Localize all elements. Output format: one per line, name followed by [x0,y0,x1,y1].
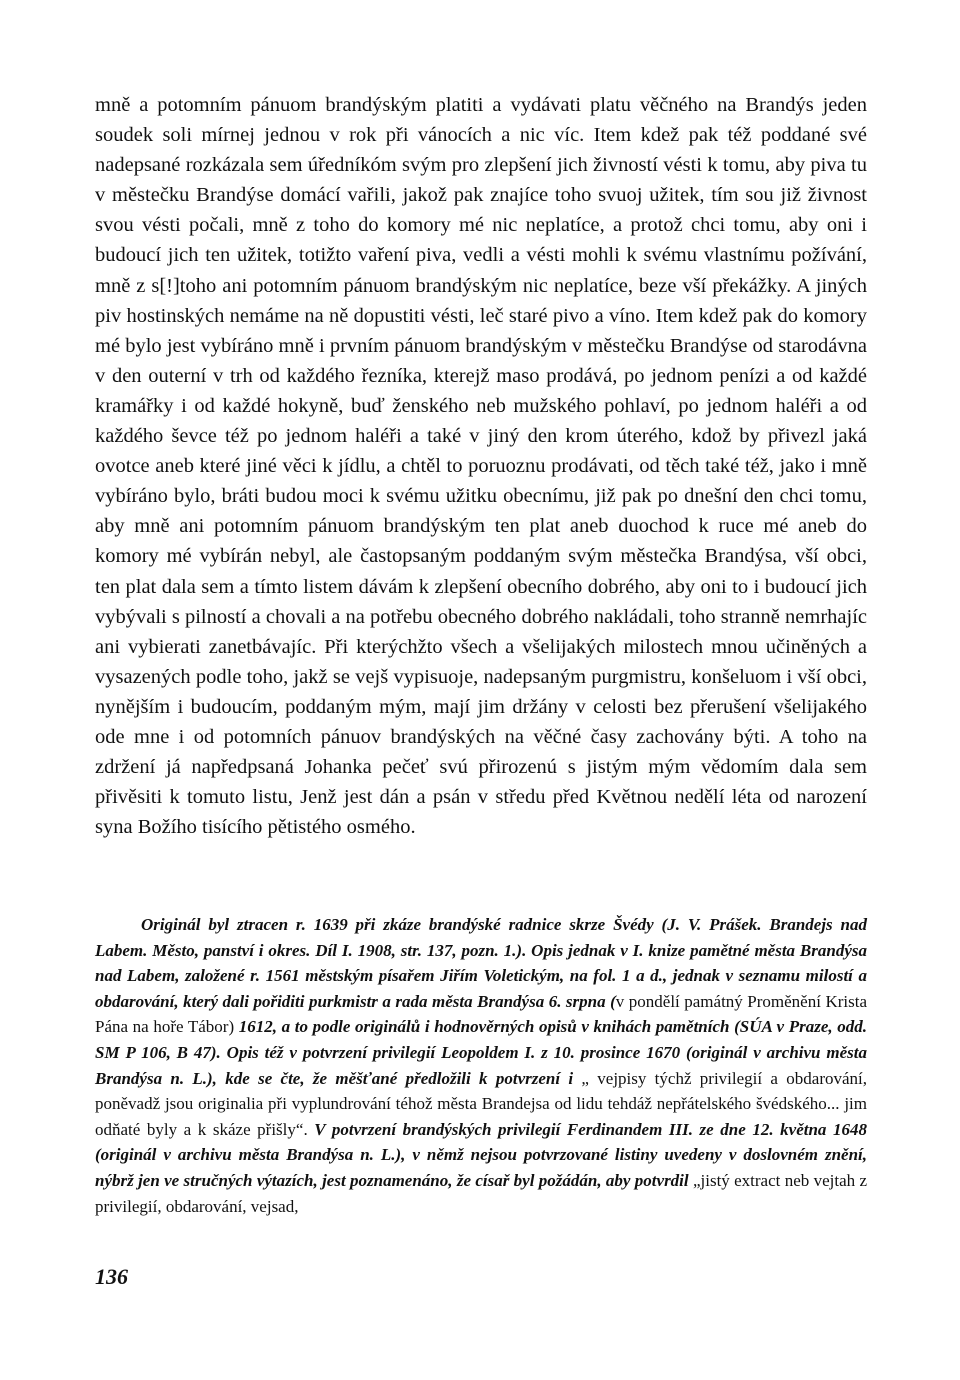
editorial-note [95,912,867,1219]
body-text: mně a potomním pánuom brandýským platiti a vydávati platu věčného na Brandýs jeden soudek soli mírnej jednou v rok při vánocích a nic víc. Item kdež pak též poddané své nadepsané rozkázala sem úředníkóm svým pro zlepšení jich živností vésti k tomu, aby piva tu v městečku Brandýse domácí vařili, jakož pak znajíce toho svuoj užitek, tím sou již živnost svou vésti počali, mně z toho do komory mé nic neplatíce, a protož chci tomu, aby oni i budoucí jich ten užitek, totižto vaření piva, vedli a vésti mohli k svému vlastnímu požívání, mně z s[!]toho ani potomním pánuom brandýským nic neplatíce, beze vší překážky. A jiných piv hostinských nemáme na ně dopustiti vésti, leč staré pivo a víno. Item kdež pak do komory mé bylo jest vybíráno mně i prvním pánuom brandýským v městečku Brandýse od starodávna v den outerní v trh od každého řezníka, kterejž maso prodává, po jednom penízi a od každé kramářky i od každé hokyně, buď ženského neb mužského pohlaví, po jednom haléři a od každého ševce též po jednom haléři a také v jiný den krom úterého, kdož by přivezl jaká ovotce aneb které jiné věci k jídlu, a chtěl to poruoznu prodávati, od těch také též, jako i mně vybíráno bylo, bráti budou moci k svému užitku obecnímu, již pak po dnešní den chci tomu, aby mně ani potomním pánuom brandýským ten plat aneb duochod k ruce mé aneb do komory mé vybírán nebyl, ale častopsaným poddaným svým městečka Brandýsa, vší obci, ten plat dala sem a tímto listem dávám k zlepšení obecního dobrého, aby oni to i budoucí jich vybývali s pilností a chovali a na potřebu obecného dobrého nakládali, toho stranně nemrhajíc ani vybierati zanetbávajíc. Při kterýchžto všech a všelijakých milostech mnou učiněných a vysazených podle toho, jakž se vejš vypisuoje, nadepsaným purgmistru, konšeluom i vší obci, nynějším i budoucím, poddaným mým, mají jim držány v celosti bez přerušení všelijakého ode mne i od potomních pánuov brandýských na věčné časy zachovány býti. A toho na zdržení já napředpsaná Johanka pečeť svú přirozenú s jistým mým vědomím dala sem přivěsiti k tomuto listu, Jenž jest dán a psán v středu před Květnou nedělí léta od narození syna Božího tisícího pětistého osmého. [95,94,867,839]
page-number: 136 [95,1264,128,1289]
note-italic-1: Originál byl ztracen r. 1639 při zkáze brandýské radnice skrze Švédy (J. V. Prášek. Brandejs nad Labem. Město, panství i okres. Díl I. 1908, str. 137, pozn. 1.). Opis jednak v I. knize pamětné města Brandýsa nad Labem, založené r. 1561 městským písařem Jiřím Voletickým, na fol. 1 a d., jednak v seznamu milostí a obdarování, který dali pořiditi purkmistr a rada města Brandýsa 6. srpna ( [95,915,867,1011]
note-italic-3: V potvrzení brandýských privilegií Ferdinandem III. ze dne 12. května 1648 (originál v archivu města Brandýsa n. L.), v němž nejsou potvrzované listiny uvedeny v doslovném znění, nýbrž jen ve stručných výtazích, jest poznamenáno, že císař byl požádán, aby potvrdil [95,1119,867,1190]
note-quote-2: „jistý extract neb vejtah z privilegií, obdarování, vejsad, [95,1170,868,1216]
note-roman-1: v pondělí památný Proměnění Krista Pána na hoře Tábor) [95,991,867,1037]
note-italic-2: 1612, a to podle originálů i hodnověrných opisů v knihách pamětních (SÚA v Praze, odd. SM P 106, B 47). Opis též v potvrzení privilegií Leopoldem I. z 10. prosince 1670 (originál v archivu města Brandýsa n. L.), kde se čte, že měšťané předložili k potvrzení i [95,1017,867,1088]
note-quote-1: „ vejpisy týchž privilegií a obdarování, poněvadž jsou originalia při vyplundrování téhož města Brandejsa od lidu tehdáž nepřátelského švédského... jim odňaté byly a k skáze přišly“. [95,1068,867,1139]
